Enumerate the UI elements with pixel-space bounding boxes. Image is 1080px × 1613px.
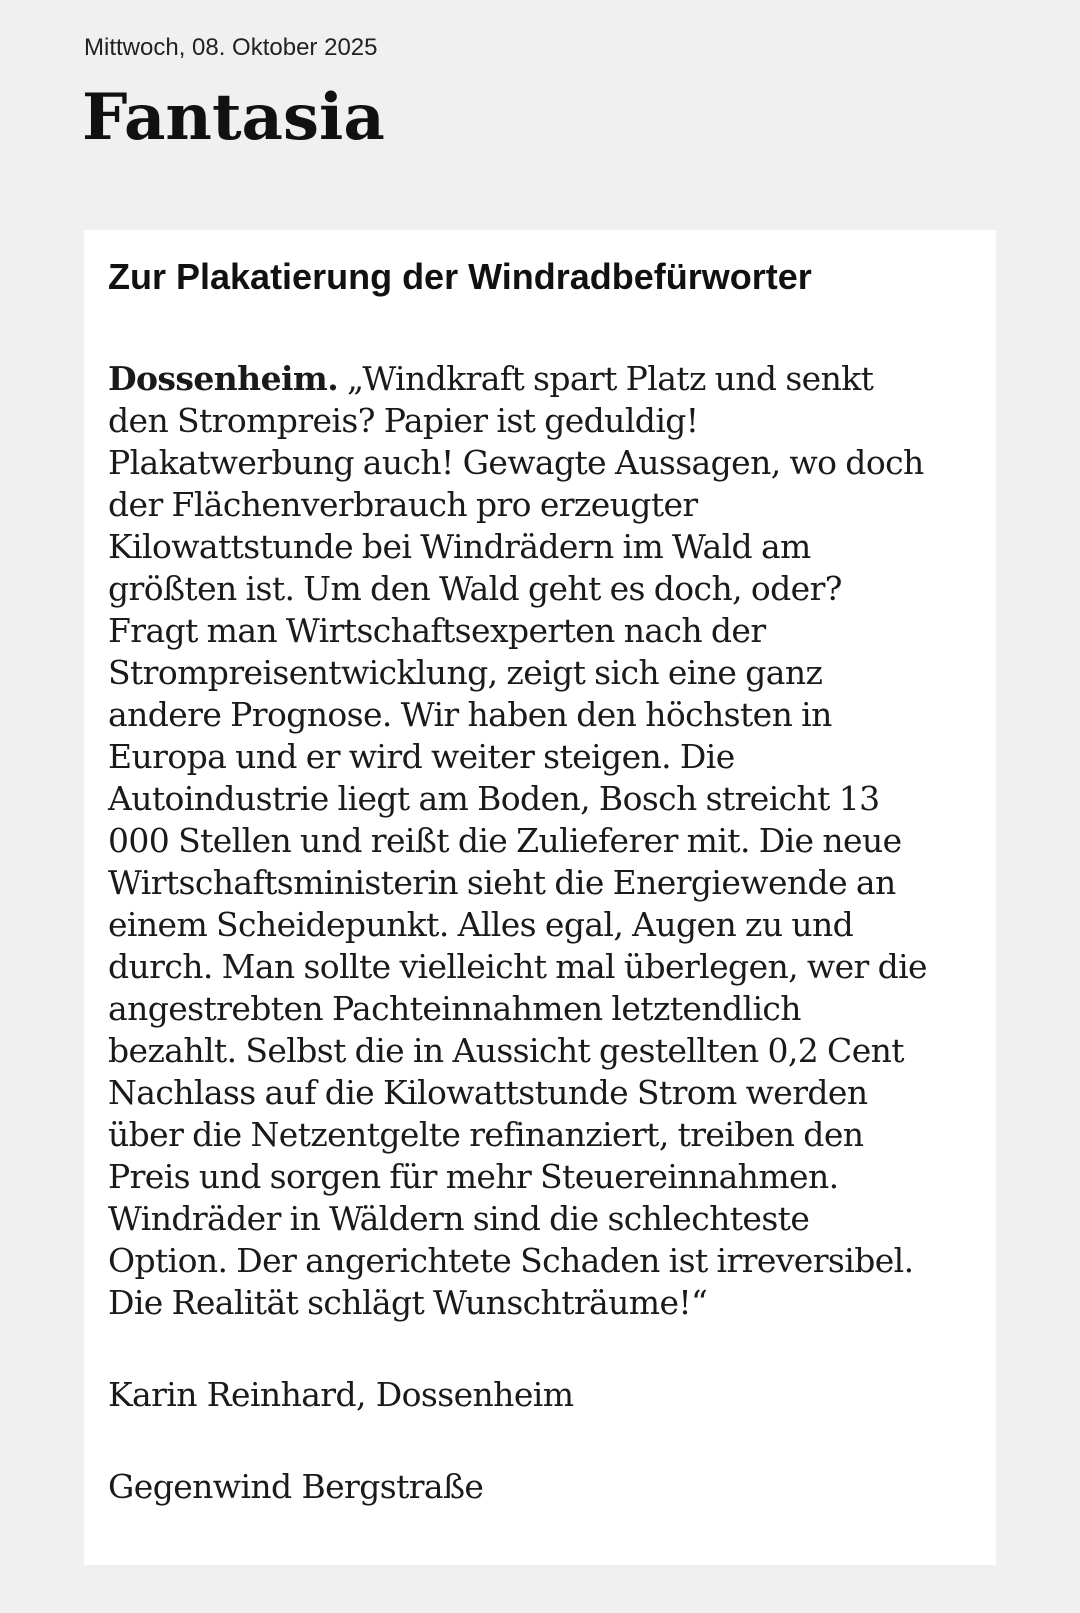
body-line: 000 Stellen und reißt die Zulieferer mit. Die neue — [108, 821, 902, 860]
body-line: über die Netzentgelte refinanziert, treiben den — [108, 1115, 864, 1154]
body-line: Autoindustrie liegt am Boden, Bosch streicht 13 — [108, 779, 880, 818]
body-line: Plakatwerbung auch! Gewagte Aussagen, wo doch — [108, 443, 924, 482]
body-line-text: „Windkraft spart Platz und senkt — [338, 359, 874, 398]
body-line: andere Prognose. Wir haben den höchsten in — [108, 695, 832, 734]
body-line: angestrebten Pachteinnahmen letztendlich — [108, 989, 801, 1028]
organization-signature: Gegenwind Bergstraße — [108, 1467, 484, 1506]
body-line: den Strompreis? Papier ist geduldig! — [108, 401, 699, 440]
body-line: Wirtschaftsministerin sieht die Energiewende an — [108, 863, 896, 902]
letter-card — [84, 230, 996, 1565]
body-line: Option. Der angerichtete Schaden ist irreversibel. — [108, 1241, 914, 1280]
body-line: bezahlt. Selbst die in Aussicht gestellten 0,2 Cent — [108, 1031, 904, 1070]
body-line: der Flächenverbrauch pro erzeugter — [108, 485, 698, 524]
body-line: einem Scheidepunkt. Alles egal, Augen zu und — [108, 905, 854, 944]
body-line: Europa und er wird weiter steigen. Die — [108, 737, 735, 776]
body-line: Windräder in Wäldern sind die schlechteste — [108, 1199, 810, 1238]
body-line: Strompreisentwicklung, zeigt sich eine ganz — [108, 653, 823, 692]
article-headline: Zur Plakatierung der Windradbefürworter — [108, 256, 812, 297]
body-line: Die Realität schlägt Wunschträume!“ — [108, 1283, 708, 1322]
body-line: Preis und sorgen für mehr Steuereinnahmen. — [108, 1157, 839, 1196]
body-line: größten ist. Um den Wald geht es doch, oder? — [108, 569, 842, 608]
body-line — [108, 358, 972, 400]
body-line: durch. Man sollte vielleicht mal überlegen, wer die — [108, 947, 927, 986]
body-line: Fragt man Wirtschaftsexperten nach der — [108, 611, 766, 650]
article-date: Mittwoch, 08. Oktober 2025 — [84, 34, 378, 61]
body-line: Nachlass auf die Kilowattstunde Strom werden — [108, 1073, 868, 1112]
author-signature: Karin Reinhard, Dossenheim — [108, 1375, 574, 1414]
section-title: Fantasia — [82, 80, 385, 155]
body-line: Kilowattstunde bei Windrädern im Wald am — [108, 527, 811, 566]
dateline: Dossenheim. — [108, 359, 339, 398]
article-body — [108, 358, 972, 1324]
